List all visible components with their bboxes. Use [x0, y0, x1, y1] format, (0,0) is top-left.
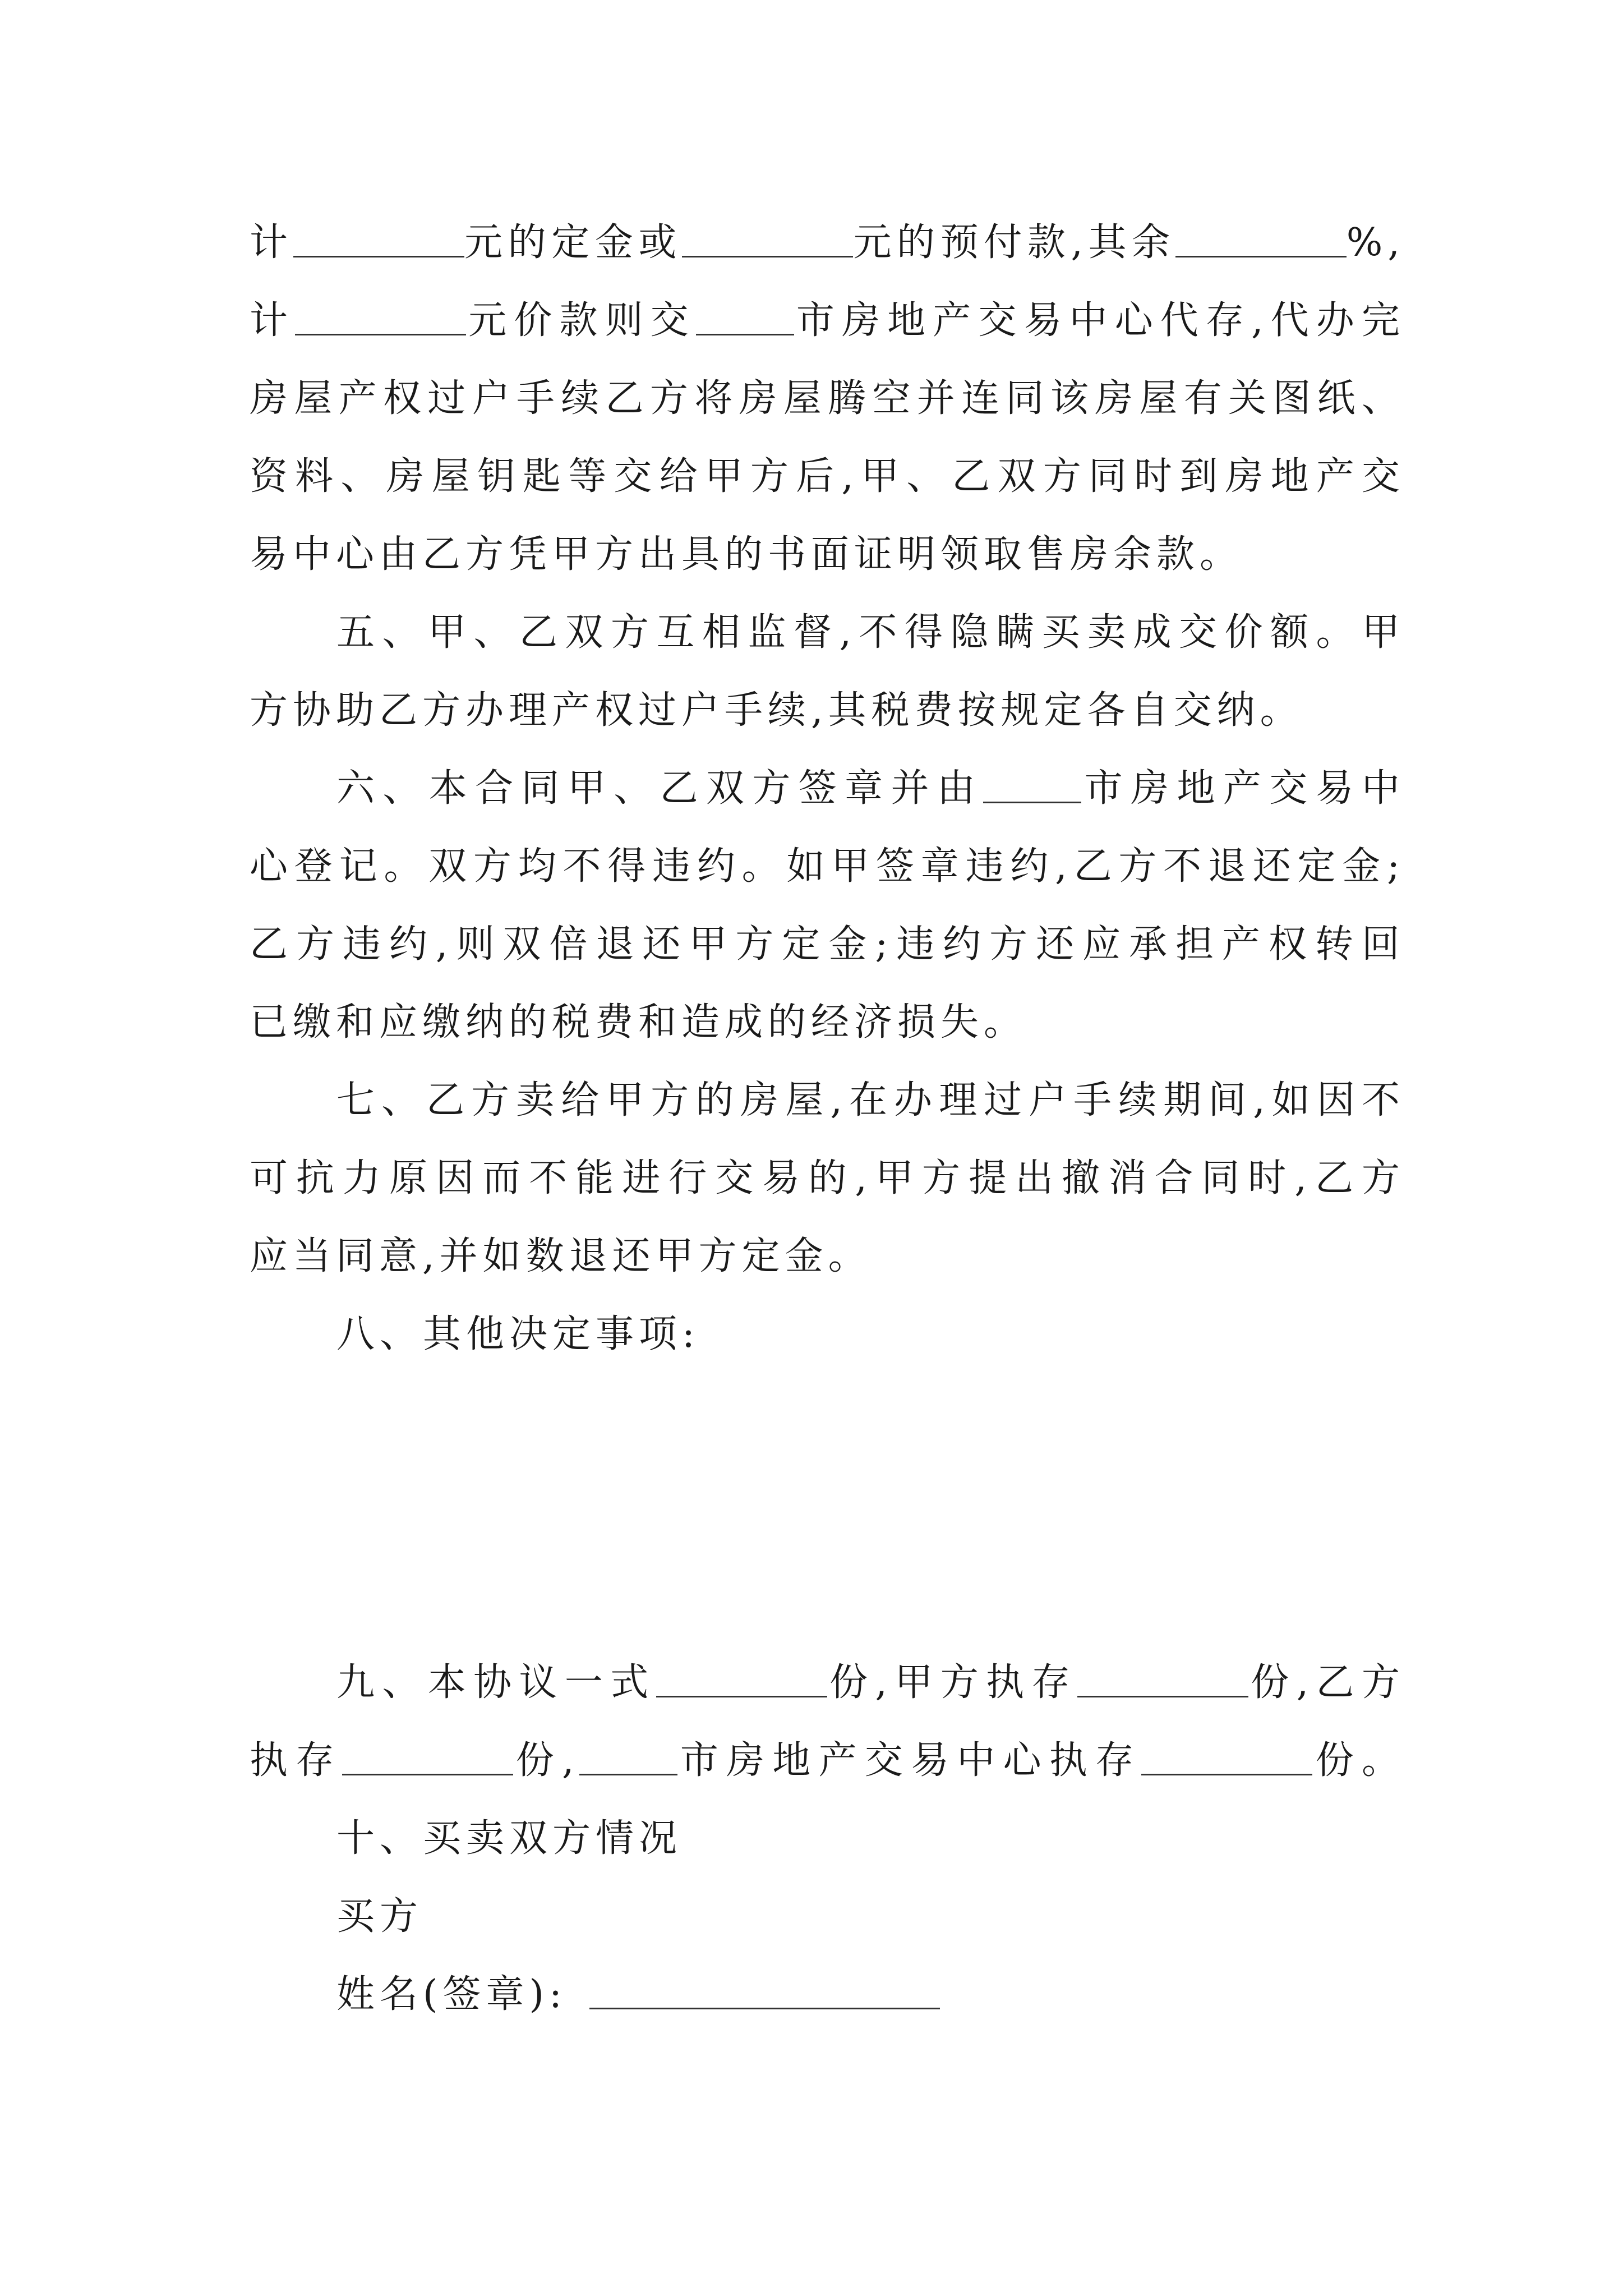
clause-nine-line	[336, 1644, 1405, 1722]
text-segment: 姓名(签章):	[336, 1972, 567, 2017]
text-segment: 乙方违约,则双倍退还甲方定金;违约方还应承担产权转回	[250, 922, 1405, 967]
text-segment: 元价款则交	[466, 298, 696, 343]
text-segment: 应当同意,并如数退还甲方定金。	[250, 1234, 872, 1278]
text-line	[250, 438, 1405, 516]
text-segment: 房屋产权过户手续乙方将房屋腾空并连同该房屋有关图纸、	[250, 376, 1405, 421]
text-segment: 十、买卖双方情况	[336, 1816, 683, 1861]
buyer-heading	[336, 1878, 1405, 1956]
text-segment: 六、本合同甲、乙双方签章并由	[336, 766, 984, 811]
text-segment: 元的定金或	[464, 220, 682, 265]
text-segment: 五、甲、乙双方互相监督,不得隐瞒买卖成交价额。甲	[336, 610, 1405, 655]
text-segment: 份,乙方	[1248, 1660, 1405, 1705]
total-copies-blank	[656, 1661, 827, 1697]
remaining-percent-blank	[1175, 221, 1347, 257]
text-segment: 可抗力原因而不能进行交易的,甲方提出撤消合同时,乙方	[250, 1156, 1405, 1200]
clause-eight-line	[336, 1295, 1405, 1374]
text-segment: 份。	[1312, 1738, 1405, 1783]
text-segment: 市房地产交易中心执存	[677, 1738, 1142, 1783]
text-segment: 买方	[336, 1894, 423, 1939]
text-segment: 方协助乙方办理产权过户手续,其税费按规定各自交纳。	[250, 688, 1303, 733]
text-segment: 易中心由乙方凭甲方出具的书面证明领取售房余款。	[250, 532, 1243, 577]
text-line	[250, 827, 1405, 906]
text-segment: 八、其他决定事项:	[336, 1312, 700, 1356]
text-segment: 计	[250, 298, 296, 343]
city-name-blank	[579, 1739, 677, 1775]
clause-five-line	[336, 593, 1405, 672]
text-segment: 心登记。双方均不得违约。如甲签章违约,乙方不退还定金;	[250, 844, 1405, 889]
text-segment: 七、乙方卖给甲方的房屋,在办理过户手续期间,如因不	[336, 1078, 1405, 1122]
prepayment-amount-blank	[682, 221, 853, 257]
text-line	[250, 1722, 1405, 1800]
text-segment: 份,甲方执存	[827, 1660, 1077, 1705]
text-line	[250, 905, 1405, 984]
text-line	[250, 360, 1405, 438]
text-line	[250, 1217, 1405, 1296]
text-segment: 资料、房屋钥匙等交给甲方后,甲、乙双方同时到房地产交	[250, 454, 1405, 499]
city-name-blank	[983, 767, 1081, 803]
clause-ten-line	[336, 1800, 1405, 1878]
text-line	[250, 282, 1405, 360]
text-line	[250, 671, 1405, 750]
clause-seven-line	[336, 1061, 1405, 1140]
text-segment: 市房地产交易中	[1081, 766, 1405, 811]
party-b-copies-blank	[342, 1739, 513, 1775]
text-segment: 元的预付款,其余	[853, 220, 1175, 265]
text-segment: 九、本协议一式	[336, 1660, 656, 1705]
text-line	[250, 516, 1405, 594]
buyer-signature-line	[336, 1955, 1405, 2034]
city-name-blank	[696, 299, 794, 335]
text-segment: 份,	[513, 1738, 579, 1783]
deposit-amount-blank	[293, 221, 464, 257]
text-line	[250, 1139, 1405, 1218]
text-segment: 市房地产交易中心代存,代办完	[794, 298, 1405, 343]
text-segment: %,	[1346, 220, 1405, 265]
text-segment: 执存	[250, 1738, 342, 1783]
text-line	[250, 204, 1405, 282]
text-line	[250, 983, 1405, 1062]
party-a-copies-blank	[1077, 1661, 1248, 1697]
clause-six-line	[336, 749, 1405, 828]
price-amount-blank	[295, 299, 466, 335]
center-copies-blank	[1141, 1739, 1312, 1775]
text-segment: 已缴和应缴纳的税费和造成的经济损失。	[250, 1000, 1027, 1045]
text-segment: 计	[250, 220, 293, 265]
buyer-signature-blank	[589, 1973, 940, 2009]
